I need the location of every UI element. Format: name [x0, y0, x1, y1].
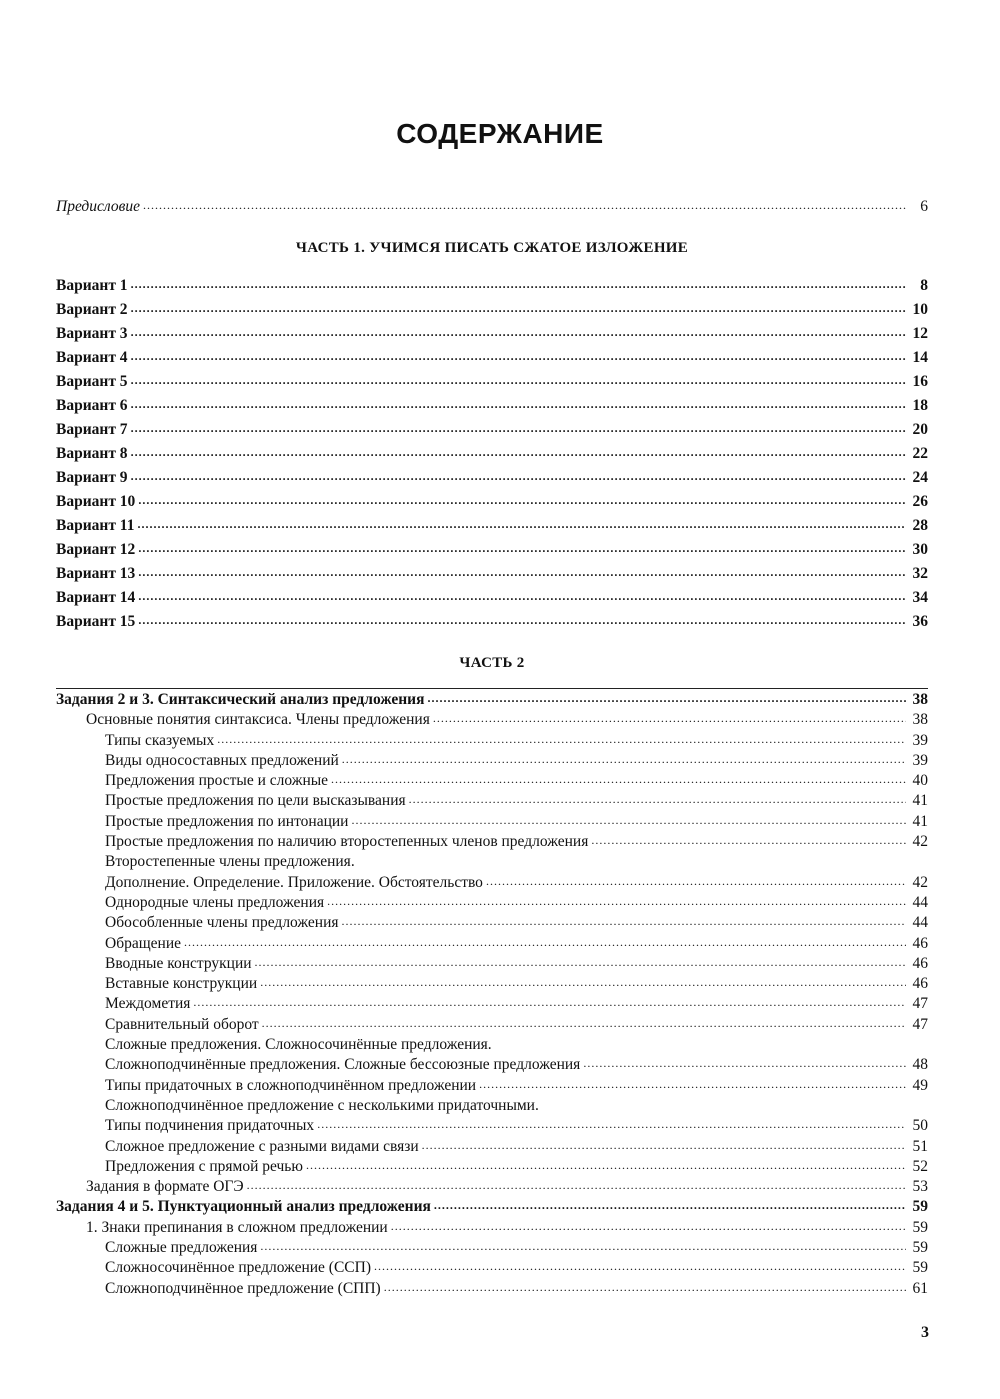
preface-page: 6 — [920, 198, 928, 215]
toc-entry-page: 46 — [912, 975, 928, 993]
toc-entry — [56, 445, 928, 469]
leader-dots — [583, 1054, 906, 1071]
toc-entry-page: 48 — [912, 1056, 928, 1074]
toc-entry-label: Сложноподчинённое предложение (СПП) — [105, 1279, 381, 1297]
toc-entry — [56, 1280, 928, 1300]
toc-entry-label: Сложное предложение с разными видами связи — [105, 1137, 419, 1155]
toc-entry-page: 26 — [912, 493, 928, 510]
toc-entry-label: Предложения простые и сложные — [105, 772, 329, 790]
toc-entry-page: 18 — [912, 397, 928, 414]
toc-entry-label: Вариант 1 — [56, 277, 128, 294]
toc-entry — [56, 1178, 928, 1198]
toc-entry — [56, 493, 928, 517]
leader-dots — [217, 730, 906, 747]
toc-entry — [56, 589, 928, 613]
leader-dots — [131, 299, 906, 316]
toc-entry-page: 47 — [912, 995, 928, 1013]
toc-entry-label: Сложносочинённое предложение (ССП) — [105, 1259, 371, 1277]
leader-dots — [138, 611, 906, 628]
toc-entry-label: Типы подчинения придаточных — [105, 1117, 315, 1135]
toc-entry-label: Междометия — [105, 995, 191, 1013]
leader-dots — [193, 993, 906, 1010]
toc-entry — [56, 914, 928, 934]
toc-entry — [56, 421, 928, 445]
leader-dots — [427, 689, 906, 706]
toc-entry — [56, 1138, 928, 1158]
toc-entry-label: Вариант 11 — [56, 517, 135, 534]
toc-entry-label: Сложноподчинённые предложения. Сложные бессоюзные предложения — [105, 1056, 581, 1074]
leader-dots — [131, 443, 906, 460]
toc-entry — [56, 301, 928, 325]
toc-entry-label: Вариант 10 — [56, 493, 136, 510]
toc-entry-page: 28 — [912, 517, 928, 534]
leader-dots — [486, 872, 906, 889]
toc-entry-label: Задания в формате ОГЭ — [86, 1178, 244, 1196]
toc-entry-label: Вариант 14 — [56, 589, 136, 606]
leader-dots — [327, 892, 906, 909]
toc-entry-page: 59 — [912, 1239, 928, 1257]
toc-entry-page: 8 — [920, 277, 928, 294]
toc-entry-label: Вариант 5 — [56, 373, 128, 390]
toc-entry-page: 61 — [912, 1279, 928, 1297]
leader-dots — [384, 1278, 906, 1295]
toc-entry — [56, 325, 928, 349]
toc-entry-page: 41 — [912, 812, 928, 830]
leader-dots — [138, 539, 906, 556]
leader-dots — [409, 790, 906, 807]
toc-entry — [56, 1036, 928, 1056]
toc-entry-label: Сложные предложения. Сложносочинённые предложения. — [105, 1036, 492, 1054]
toc-entry-page: 52 — [912, 1157, 928, 1175]
leader-dots — [391, 1217, 906, 1234]
leader-dots — [342, 750, 906, 767]
part2-heading: ЧАСТЬ 2 — [459, 655, 525, 671]
toc-entry-page: 46 — [912, 934, 928, 952]
toc-entry — [56, 853, 928, 873]
toc-entry — [56, 397, 928, 421]
toc-entry — [56, 1239, 928, 1259]
toc-entry-label: Вводные конструкции — [105, 954, 252, 972]
leader-dots — [131, 467, 906, 484]
toc-entry — [56, 1158, 928, 1178]
leader-dots — [131, 395, 906, 412]
leader-dots — [131, 347, 906, 364]
leader-dots — [138, 563, 906, 580]
toc-entry — [56, 833, 928, 853]
leader-dots — [262, 1014, 906, 1031]
toc-entry-label: Дополнение. Определение. Приложение. Обстоятельство — [105, 873, 483, 891]
leader-dots — [131, 275, 906, 292]
toc-entry-page: 46 — [912, 954, 928, 972]
leader-dots — [351, 811, 906, 828]
toc-entry-label: Виды односоставных предложений — [105, 751, 339, 769]
toc-entry — [56, 955, 928, 975]
toc-entry-label: Предложения с прямой речью — [105, 1157, 303, 1175]
toc-entry-page: 12 — [912, 325, 928, 342]
toc-entry-page: 59 — [912, 1198, 928, 1216]
toc-entry-page: 53 — [912, 1178, 928, 1196]
toc-entry-page: 40 — [912, 772, 928, 790]
part1-heading: ЧАСТЬ 1. УЧИМСЯ ПИСАТЬ СЖАТОЕ ИЗЛОЖЕНИЕ — [295, 240, 689, 256]
toc-entry — [56, 894, 928, 914]
toc-entry-page: 36 — [912, 613, 928, 630]
toc-entry-page: 44 — [912, 914, 928, 932]
toc-entry — [56, 1056, 928, 1076]
toc-entry — [56, 1117, 928, 1137]
leader-dots — [247, 1176, 906, 1193]
toc-entry-page: 10 — [912, 301, 928, 318]
toc-entry-page: 51 — [912, 1137, 928, 1155]
toc-entry-page: 59 — [912, 1218, 928, 1236]
toc-entry-label: Вариант 12 — [56, 541, 136, 558]
toc-entry — [56, 995, 928, 1015]
toc-entry — [56, 975, 928, 995]
toc-entry-page: 24 — [912, 469, 928, 486]
toc-entry-label: Вариант 8 — [56, 445, 128, 462]
toc-entry — [56, 874, 928, 894]
toc-entry-label: Задания 4 и 5. Пунктуационный анализ предложения — [56, 1198, 431, 1216]
leader-dots — [131, 371, 906, 388]
toc-entry-label: Вариант 7 — [56, 421, 128, 438]
toc-entry — [56, 935, 928, 955]
toc-entry-page: 42 — [912, 873, 928, 891]
toc-entry-page: 41 — [912, 792, 928, 810]
toc-entry-page: 14 — [912, 349, 928, 366]
toc-entry-label: Сложные предложения — [105, 1239, 258, 1257]
leader-dots — [260, 973, 906, 990]
toc-entry-label: Вариант 2 — [56, 301, 128, 318]
toc-entry-label: Типы сказуемых — [105, 731, 215, 749]
toc-entry — [56, 517, 928, 541]
leader-dots — [260, 1237, 906, 1254]
toc-entry-label: Задания 2 и 3. Синтаксический анализ предложения — [56, 691, 425, 708]
leader-dots — [137, 515, 906, 532]
toc-entry-label: Однородные члены предложения — [105, 893, 325, 911]
preface-label: Предисловие — [56, 198, 140, 215]
toc-entry-label: Вариант 13 — [56, 565, 136, 582]
toc-entry-label: Второстепенные члены предложения. — [105, 853, 355, 871]
leader-dots — [138, 491, 906, 508]
leader-dots — [306, 1156, 906, 1173]
leader-dots — [331, 770, 906, 787]
toc-entry-page: 38 — [912, 711, 928, 729]
part1-list — [56, 277, 928, 637]
leader-dots — [143, 196, 906, 213]
toc-entry-page: 59 — [912, 1259, 928, 1277]
toc-entry — [56, 711, 928, 731]
toc-entry — [56, 1259, 928, 1279]
leader-dots — [591, 831, 906, 848]
toc-entry — [56, 1077, 928, 1097]
toc-entry-page: 47 — [912, 1015, 928, 1033]
toc-entry-page: 49 — [912, 1076, 928, 1094]
toc-entry-label: Сравнительный оборот — [105, 1015, 259, 1033]
toc-entry — [56, 613, 928, 637]
toc-entry-page: 16 — [912, 373, 928, 390]
toc-entry — [56, 792, 928, 812]
toc-entry-label: Вариант 3 — [56, 325, 128, 342]
toc-entry-page: 42 — [912, 833, 928, 851]
part2-list — [56, 688, 928, 1300]
page-title: СОДЕРЖАНИЕ — [396, 118, 604, 149]
leader-dots — [342, 912, 906, 929]
toc-entry-label: Простые предложения по наличию второстепенных членов предложения — [105, 833, 589, 851]
toc-entry-page: 30 — [912, 541, 928, 558]
leader-dots — [131, 323, 906, 340]
toc-entry — [56, 541, 928, 565]
toc-entry-label: Обращение — [105, 934, 181, 952]
toc-entry-page: 34 — [912, 589, 928, 606]
toc-entry — [56, 1198, 928, 1218]
leader-dots — [131, 419, 906, 436]
toc-entry-label: Типы придаточных в сложноподчинённом предложении — [105, 1076, 477, 1094]
toc-entry — [56, 732, 928, 752]
leader-dots — [433, 709, 906, 726]
toc-entry-page: 39 — [912, 731, 928, 749]
page-number: 3 — [921, 1324, 929, 1341]
leader-dots — [374, 1257, 906, 1274]
toc-entry-label: Вариант 4 — [56, 349, 128, 366]
toc-entry — [56, 752, 928, 772]
toc-entry — [56, 565, 928, 589]
toc-entry — [56, 277, 928, 301]
toc-entry — [56, 1219, 928, 1239]
leader-dots — [184, 933, 906, 950]
leader-dots — [138, 587, 906, 604]
leader-dots — [255, 953, 906, 970]
toc-entry-label: Обособленные члены предложения — [105, 914, 339, 932]
toc-entry-label: Вставные конструкции — [105, 975, 258, 993]
toc-entry-label: Простые предложения по цели высказывания — [105, 792, 406, 810]
leader-dots — [422, 1136, 906, 1153]
toc-entry-label: Основные понятия синтаксиса. Члены предложения — [86, 711, 430, 729]
leader-dots — [479, 1075, 906, 1092]
toc-entry — [56, 349, 928, 373]
toc-entry — [56, 772, 928, 792]
toc-entry-label: Сложноподчинённое предложение с несколькими придаточными. — [105, 1096, 539, 1114]
toc-entry-page: 50 — [912, 1117, 928, 1135]
toc-entry-label: 1. Знаки препинания в сложном предложении — [86, 1218, 388, 1236]
toc-entry — [56, 469, 928, 493]
toc-entry-label: Вариант 6 — [56, 397, 128, 414]
toc-entry-page: 20 — [912, 421, 928, 438]
toc-entry-label: Простые предложения по интонации — [105, 812, 349, 830]
toc-entry — [56, 813, 928, 833]
toc-entry — [56, 1016, 928, 1036]
toc-entry-label: Вариант 15 — [56, 613, 136, 630]
leader-dots — [434, 1196, 906, 1213]
toc-entry-page: 22 — [912, 445, 928, 462]
toc-entry — [56, 691, 928, 711]
toc-entry-page: 44 — [912, 893, 928, 911]
preface-entry — [56, 198, 928, 216]
toc-entry-label: Вариант 9 — [56, 469, 128, 486]
toc-entry — [56, 1097, 928, 1117]
toc-entry — [56, 373, 928, 397]
toc-entry-page: 38 — [912, 691, 928, 708]
leader-dots — [317, 1115, 906, 1132]
toc-entry-page: 32 — [912, 565, 928, 582]
toc-entry-page: 39 — [912, 751, 928, 769]
